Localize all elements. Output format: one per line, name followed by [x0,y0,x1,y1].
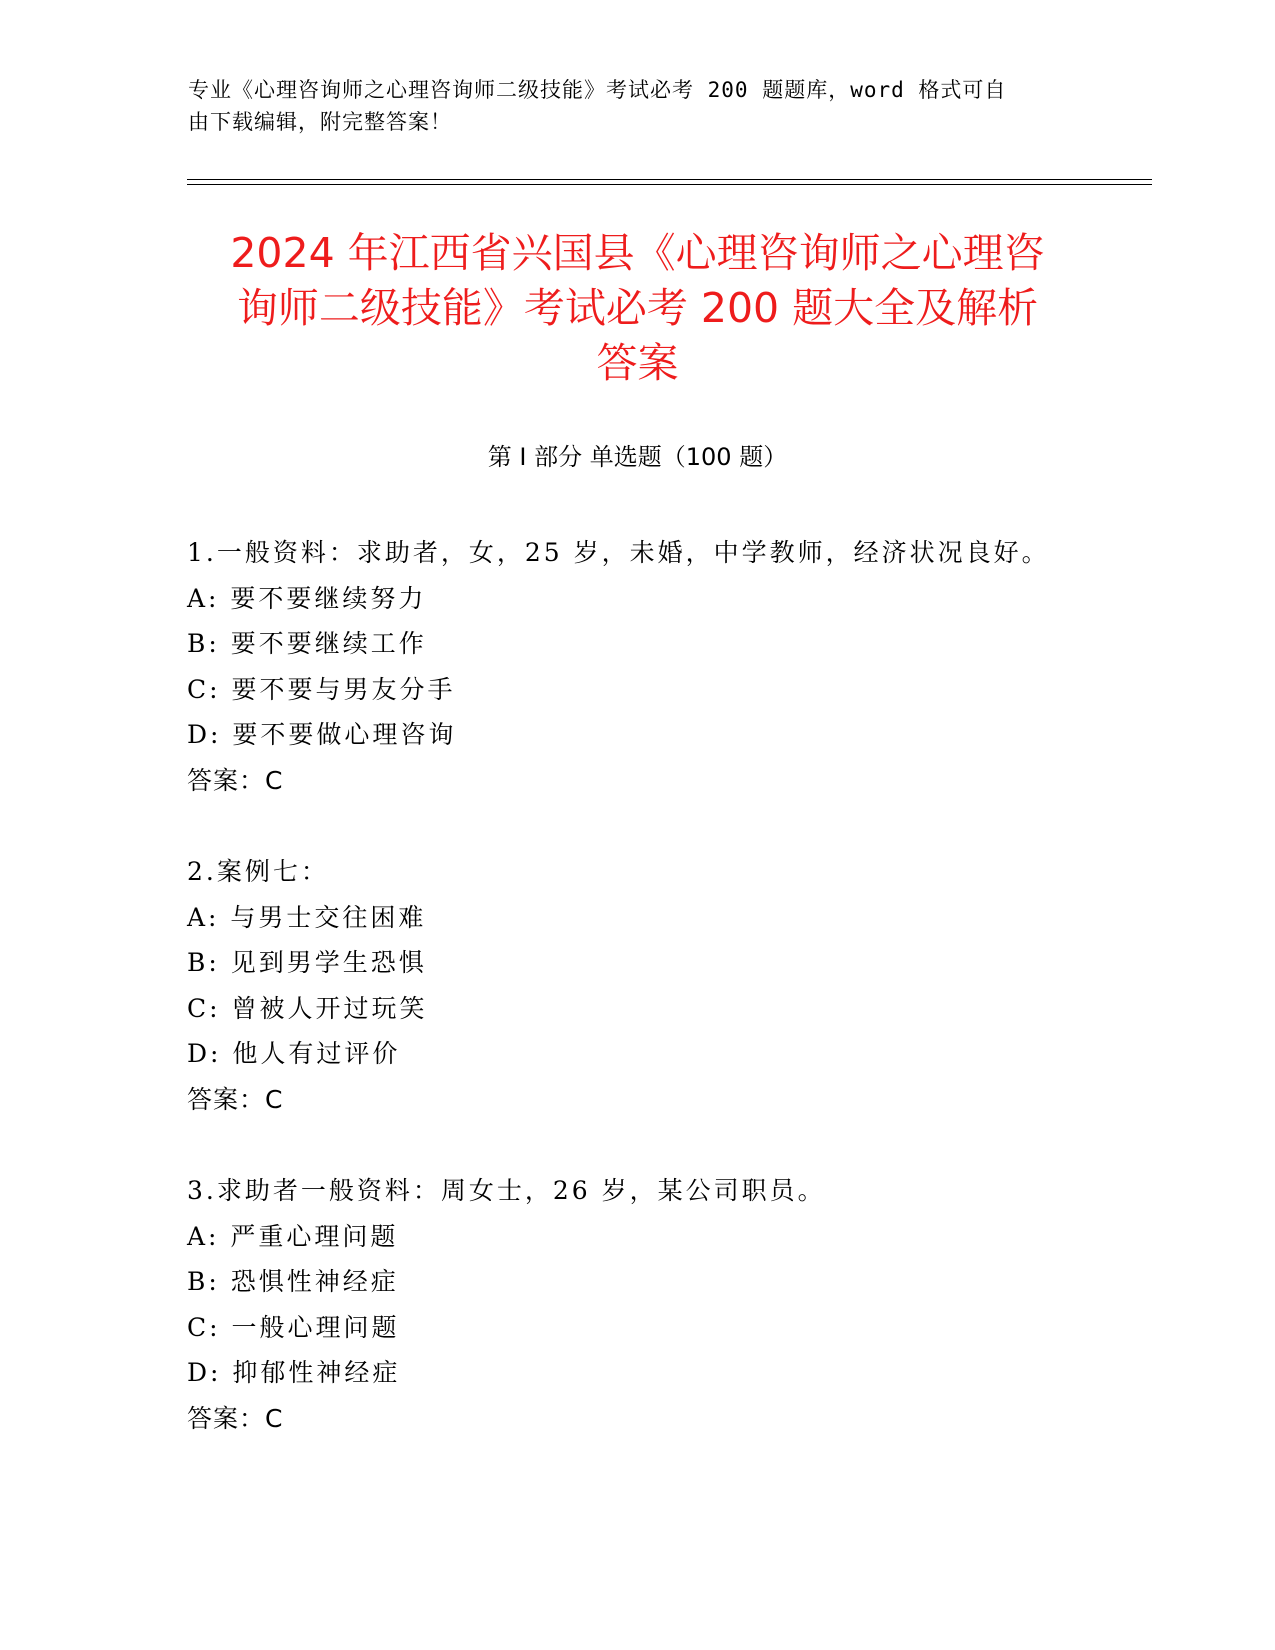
title-line-2: 询师二级技能》考试必考 200 题大全及解析 [236,284,1039,332]
option-c: C: 要不要与男友分手 [187,674,456,704]
document-title [150,226,1125,391]
option-b: B: 见到男学生恐惧 [187,948,427,977]
section-heading: 第 I 部分 单选题（100 题） [487,443,788,471]
option-d: D: 要不要做心理咨询 [187,720,457,749]
option-a: A: 要不要继续努力 [187,583,427,613]
option-a: A: 与男士交往困难 [187,902,427,932]
document-intro [188,74,1088,138]
question-stem: 2.案例七： [187,857,329,886]
question-stem: 3.求助者一般资料：周女士，26 岁，某公司职员。 [187,1176,826,1205]
question-block [187,849,1187,1122]
option-a: A: 严重心理问题 [187,1221,399,1251]
intro-line-1: 专业《心理咨询师之心理咨询师二级技能》考试必考 200 题题库，word 格式可自 [188,78,1007,102]
option-c: C: 一般心理问题 [187,1312,400,1342]
option-c: C: 曾被人开过玩笑 [187,993,428,1023]
option-d: D: 抑郁性神经症 [187,1358,401,1387]
question-block [187,1168,1187,1441]
title-line-1: 2024 年江西省兴国县《心理咨询师之心理咨 [230,229,1045,277]
option-b: B: 恐惧性神经症 [187,1267,399,1296]
header-divider-top [187,179,1152,180]
option-b: B: 要不要继续工作 [187,629,427,658]
answer-line: 答案：C [187,1084,284,1114]
header-divider-bottom [187,184,1152,185]
answer-line: 答案：C [187,765,284,795]
option-d: D: 他人有过评价 [187,1039,401,1068]
answer-line: 答案：C [187,1403,284,1433]
intro-line-2: 由下载编辑，附完整答案！ [188,110,452,134]
question-stem: 1.一般资料：求助者，女，25 岁，未婚，中学教师，经济状况良好。 [187,538,1050,567]
question-block [187,530,1187,803]
title-line-3: 答案 [596,339,679,387]
